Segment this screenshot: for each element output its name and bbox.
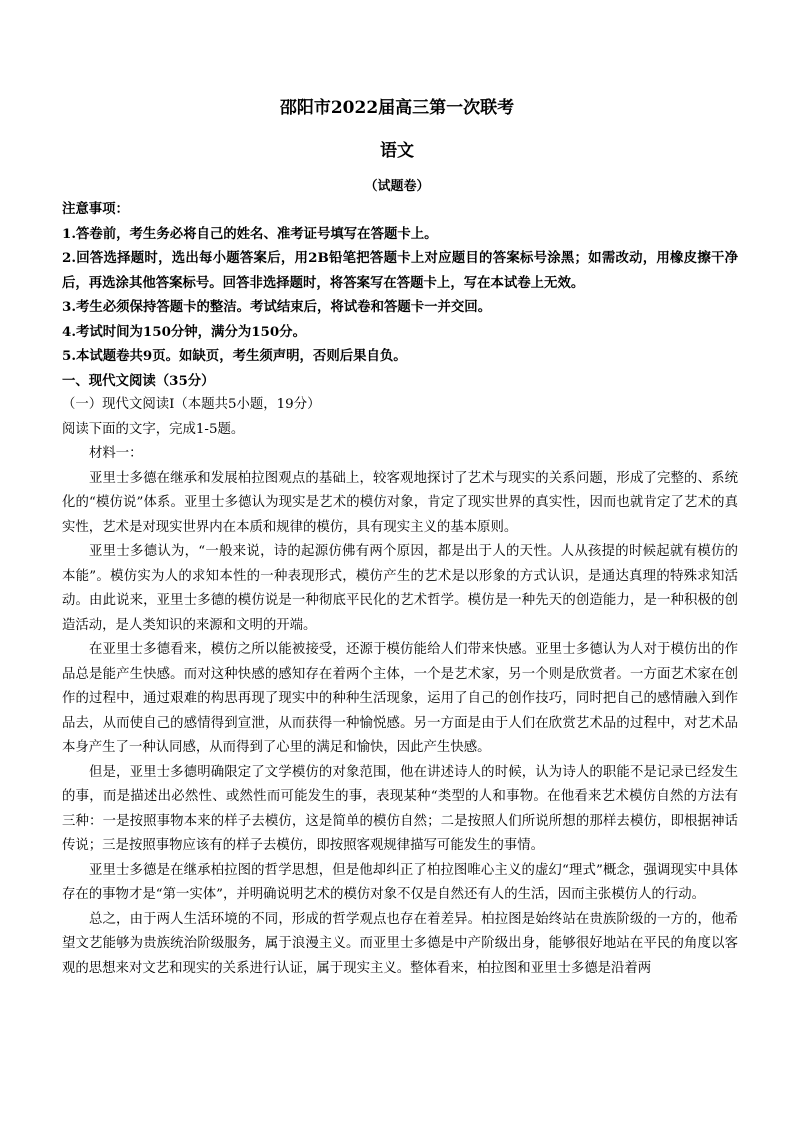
reading-instruction: 阅读下面的文字，完成1-5题。 bbox=[62, 421, 245, 437]
material-paragraph-4: 但是，亚里士多德明确限定了文学模仿的对象范围，他在讲述诗人的时候，认为诗人的职能不是记录已经发生的事，而是描述出必然性、或然性而可能发生的事，表现某种“类型的人和事物。在他看来艺术模仿自然的方法有三种：一是按照事物本来的样子去模仿，这是简单的模仿自然；二是按照人们所说所想的那样去模仿，即根据神话传说；三是按照事物应该有的样子去模仿，即按照客观规律描写可能发生的事情。 bbox=[62, 764, 738, 853]
material-paragraph-1: 亚里士多德在继承和发展柏拉图观点的基础上，较客观地探讨了艺术与现实的关系问题，形成了完整的、系统化的“模仿说”体系。亚里士多德认为现实是艺术的模仿对象，肯定了现实世界的真实性，因而也就肯定了艺术的真实性，艺术是对现实世界内在本质和规律的模仿，具有现实主义的基本原则。 bbox=[62, 470, 738, 535]
material-paragraph-6: 总之，由于两人生活环境的不同，形成的哲学观点也存在着差异。柏拉图是始终站在贵族阶级的一方的，他希望文艺能够为贵族统治阶级服务，属于浪漫主义。而亚里士多德是中产阶级出身，能够很好地站在平民的角度以客观的思想来对文艺和现实的关系进行认证，属于现实主义。整体看来，柏拉图和亚里士多德是沿着两 bbox=[62, 911, 738, 976]
notice-item-3: 3.考生必须保持答题卡的整洁。考试结束后，将试卷和答题卡一并交回。 bbox=[62, 299, 492, 315]
notice-item-1: 1.答卷前，考生务必将自己的姓名、准考证号填写在答题卡上。 bbox=[62, 225, 438, 242]
notice-item-5: 5.本试题卷共9页。如缺页，考生须声明，否则后果自负。 bbox=[62, 348, 407, 364]
material-paragraph-3: 在亚里士多德看来，模仿之所以能被接受，还源于模仿能给人们带来快感。亚里士多德认为人对于模仿出的作品总是能产生快感。而对这种快感的感知存在着两个主体，一个是艺术家，另一个则是欣赏者。一方面艺术家在创作的过程中，通过艰难的构思再现了现实中的种种生活现象，运用了自己的创作技巧，同时把自己的感情融入到作品去，从而使自己的感情得到宣泄，从而获得一种愉悦感。另一方面是由于人们在欣赏艺术品的过程中，对艺术品本身产生了一种认同感，从而得到了心里的满足和愉快，因此产生快感。 bbox=[62, 642, 738, 755]
notice-heading: 注意事项： bbox=[62, 201, 129, 217]
paper-type-label: （试题卷） bbox=[364, 179, 430, 194]
material-paragraph-2: 亚里士多德认为，“一般来说，诗的起源仿佛有两个原因，都是出于人的天性。人从孩提的时候起就有模仿的本能”。模仿实为人的求知本性的一种表现形式，模仿产生的艺术是以形象的方式认识，是通达真理的特殊求知活动。由此说来，亚里士多德的模仿说是一种彻底平民化的艺术哲学。模仿是一种先天的创造能力，是一种积极的创造活动，是人类知识的来源和文明的开端。 bbox=[62, 544, 738, 633]
section-heading: 一、现代文阅读（35分） bbox=[62, 372, 215, 389]
exam-content bbox=[62, 197, 738, 981]
material-paragraph-5: 亚里士多德是在继承柏拉图的哲学思想，但是他却纠正了柏拉图唯心主义的虚幻“理式”概念，强调现实中具体存在的事物才是“第一实体”，并明确说明艺术的模仿对象不仅是自然还有人的生活，因而主张模仿人的行动。 bbox=[62, 862, 738, 902]
notice-item-2: 2.回答选择题时，选出每小题答案后，用2B铅笔把答题卡上对应题目的答案标号涂黑；如需改动，用橡皮擦干净后，再选涂其他答案标号。回答非选择题时，将答案写在答题卡上，写在本试卷上无效。 bbox=[62, 250, 738, 291]
exam-title: 邵阳市2022届高三第一次联考 bbox=[279, 98, 515, 118]
notice-item-4: 4.考试时间为150分钟，满分为150分。 bbox=[62, 323, 306, 340]
material-label: 材料一： bbox=[89, 446, 143, 461]
subject-title: 语文 bbox=[380, 141, 414, 161]
section-sub-heading: （一）现代文阅读Ⅰ（本题共5小题，19分） bbox=[62, 397, 321, 412]
